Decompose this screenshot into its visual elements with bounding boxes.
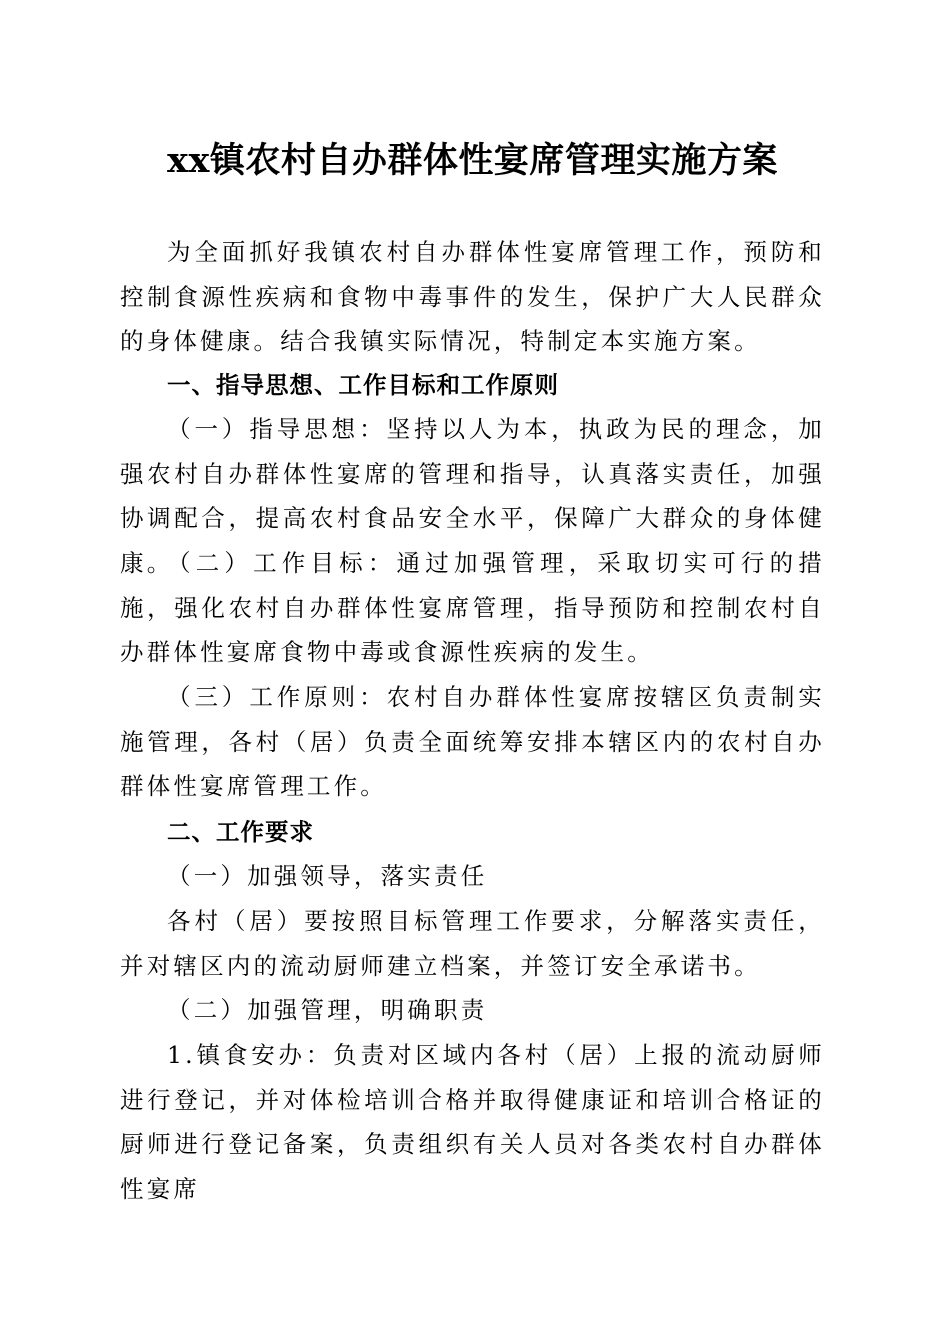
paragraph-guiding-ideology: （一）指导思想：坚持以人为本，执政为民的理念，加强农村自办群体性宴席的管理和指导，认真落实责任，加强协调配合，提高农村食品安全水平，保障广大群众的身体健康。 bbox=[120, 415, 825, 577]
section-heading-2: 二、工作要求 bbox=[167, 818, 314, 846]
subheading-management: （二）加强管理，明确职责 bbox=[167, 996, 488, 1024]
paragraph-work-principle: （三）工作原则：农村自办群体性宴席按辖区负责制实施管理，各村（居）负责全面统筹安排本辖区内的农村自办群体性宴席管理工作。 bbox=[120, 683, 825, 800]
section-heading-1: 一、指导思想、工作目标和工作原则 bbox=[167, 371, 559, 399]
paragraph-food-safety-office: 1.镇食安办：负责对区域内各村（居）上报的流动厨师进行登记，并对体检培训合格并取得健康证和培训合格证的厨师进行登记备案，负责组织有关人员对各类农村自办群体性宴席 bbox=[120, 1041, 825, 1203]
document-page bbox=[120, 0, 825, 1344]
subheading-leadership: （一）加强领导，落实责任 bbox=[167, 862, 488, 890]
document-title: xx镇农村自办群体性宴席管理实施方案 bbox=[167, 140, 778, 181]
intro-paragraph: 为全面抓好我镇农村自办群体性宴席管理工作，预防和控制食源性疾病和食物中毒事件的发生，保护广大人民群众的身体健康。结合我镇实际情况，特制定本实施方案。 bbox=[120, 238, 825, 355]
paragraph-leadership: 各村（居）要按照目标管理工作要求，分解落实责任，并对辖区内的流动厨师建立档案，并签订安全承诺书。 bbox=[120, 907, 825, 980]
paragraph-work-goal: （二）工作目标：通过加强管理，采取切实可行的措施，强化农村自办群体性宴席管理，指导预防和控制农村自办群体性宴席食物中毒或食源性疾病的发生。 bbox=[120, 549, 825, 666]
